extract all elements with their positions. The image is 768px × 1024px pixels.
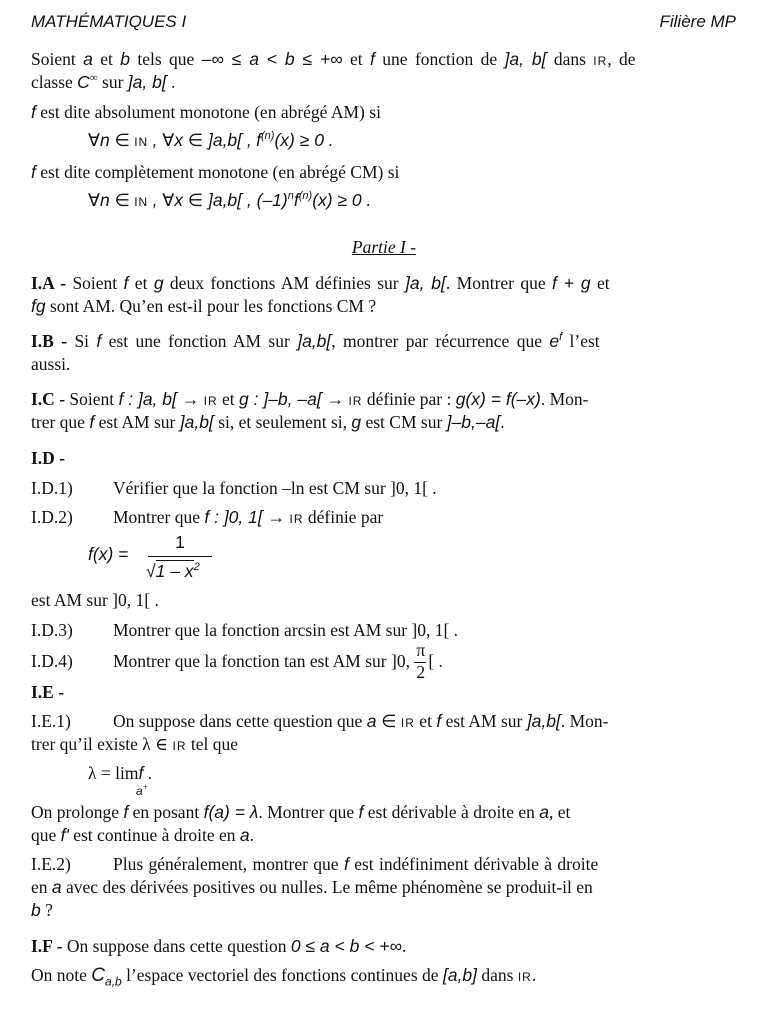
question-ID4: I.D.4) Montrer que la fonction tan est AM sur ]0, $\frac{\pi}{2}$ [ .	[31, 639, 443, 682]
fraction-bar	[148, 556, 212, 557]
cm-definition: f est dite complètement monotone (en abrégé CM) si	[31, 162, 400, 182]
question-IB-line-1: I.B - Si f est une fonction AM sur ]a,b[, montrer par récurrence que $e^f$ l’est	[31, 331, 600, 351]
question-IC-line-1: I.C - Soient f : ]a, b[ → IR et g : ]–b, –a[ → IR définie par : g(x) = f(–x). Mon-	[31, 389, 589, 409]
question-IE2-line-2: en a avec des dérivées positives ou nulles. Le même phénomène se produit-il en	[31, 877, 593, 897]
page-header	[31, 11, 736, 33]
fraction-denominator: $√1 - x^2$	[146, 561, 200, 581]
question-ID1: I.D.1) Vérifier que la fonction –ln est CM sur ]0, 1[ .	[31, 478, 437, 498]
track-name: Filière MP	[659, 12, 736, 31]
question-IA-line-1: I.A - Soient f et g deux fonctions AM définies sur ]a, b[. Montrer que f + g et	[31, 273, 610, 293]
question-ID2: I.D.2) Montrer que f : ]0, 1[ → IR définie par	[31, 507, 384, 527]
question-IE2-line-3: b ?	[31, 900, 53, 920]
intro-line-1: Soient a et b tels que –∞ ≤ a < b ≤ +∞ et f une fonction de ]a, b[ dans IR, de	[31, 49, 636, 69]
question-IE2-line-1: I.E.2) Plus généralement, montrer que f est indéfiniment dérivable à droite	[31, 854, 599, 874]
question-ID2-after: est AM sur ]0, 1[ .	[31, 590, 159, 610]
pi-over-two: $\frac{\pi}{2}$	[416, 639, 426, 682]
section-ID-label: I.D -	[31, 448, 66, 468]
intro-line-2: classe C∞ sur ]a, b[ .	[31, 72, 176, 92]
question-IE1-line-2: trer qu’il existe λ ∈ IR tel que	[31, 734, 238, 754]
question-ID3: I.D.3) Montrer que la fonction arcsin est AM sur ]0, 1[ .	[31, 620, 459, 640]
question-IC-line-2: trer que f est AM sur ]a,b[ si, et seulement si, g est CM sur ]–b,–a[.	[31, 412, 505, 432]
fraction-numerator: 1	[175, 532, 185, 552]
am-definition: f est dite absolument monotone (en abrégé AM) si	[31, 102, 381, 122]
question-IF-line-2: On note $C_{a,b}$ l’espace vectoriel des fonctions continues de [a,b] dans IR.	[31, 965, 537, 989]
question-IA-line-2: fg sont AM. Qu’en est-il pour les fonctions CM ?	[31, 296, 377, 316]
cm-formula: ∀n ∈ IN , ∀x ∈ ]a,b[ , $(-1)^nf^{(n)}(x) \ge 0$ .	[88, 190, 372, 210]
question-IE1-line-4: que f' est continue à droite en a.	[31, 825, 255, 845]
question-IE1-line-3: On prolonge f en posant f(a) = λ. Montrer que f est dérivable à droite en a, et	[31, 802, 571, 822]
question-IE1-line-1: I.E.1) On suppose dans cette question que a ∈ IR et f est AM sur ]a,b[. Mon-	[31, 711, 609, 731]
question-IB-line-2: aussi.	[31, 354, 71, 374]
am-formula: ∀n ∈ IN , ∀x ∈ ]a,b[ , $f^{(n)}(x) \ge 0$ .	[88, 130, 334, 150]
question-IF-line-1: I.F - On suppose dans cette question 0 ≤ a < b < +∞.	[31, 936, 407, 956]
fraction-lhs: f(x) =	[88, 544, 129, 564]
limit-subscript: a+	[136, 782, 148, 798]
limit-formula: λ = limf .	[88, 763, 154, 783]
subject-title: MATHÉMATIQUES I	[31, 12, 187, 31]
section-IE-label: I.E -	[31, 682, 65, 702]
part-title: Partie I -	[351, 237, 417, 257]
